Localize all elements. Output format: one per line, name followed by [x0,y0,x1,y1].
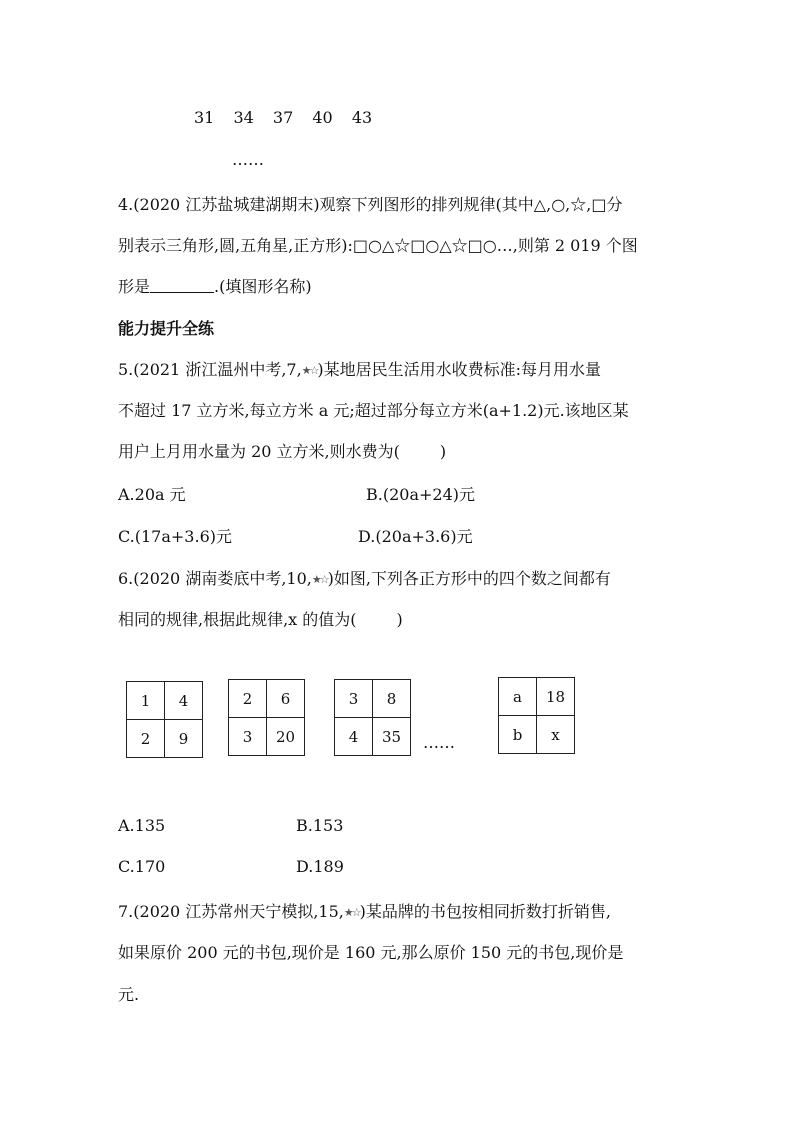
q4-line-3 [118,274,312,297]
q5-line-1 [118,357,601,380]
number-grid [228,679,305,756]
grid-cell: 1 [127,682,165,720]
q4-line-3-suffix: .(填图形名称) [214,277,312,296]
difficulty-stars-icon: ★☆ [301,364,318,377]
q4-line-3-prefix: 形是 [118,277,151,296]
q7-line-1 [118,899,611,922]
q6-line-2 [118,607,403,630]
q6-line-2-text: 相同的规律,根据此规律,x 的值为( [118,610,357,629]
q6-option-d: D.189 [296,857,344,876]
q6-line-1 [118,566,611,589]
q5-option-c: C.(17a+3.6)元 [118,527,232,546]
grid-cell: 3 [229,718,267,756]
q4-line-2: 别表示三角形,圆,五角星,正方形):□○△☆□○△☆□○…,则第 2 019 个图 [118,236,638,255]
grid-cell: 4 [165,682,203,720]
number-grid [498,677,575,754]
q7-line-2: 如果原价 200 元的书包,现价是 160 元,那么原价 150 元的书包,现价是 [118,943,624,962]
q6-line-2-close: ) [396,610,403,629]
sequence-ellipsis: …… [232,150,264,169]
q5-line-1-start: 5.(2021 浙江温州中考,7, [118,360,302,379]
number-sequence [194,108,386,127]
grid-cell: 3 [335,680,373,718]
sequence-item: 37 [272,108,294,127]
grid-cell: 18 [537,678,575,716]
grid-cell: 6 [267,680,305,718]
q7-line-1-start: 7.(2020 江苏常州天宁模拟,15, [118,902,344,921]
q5-option-a: A.20a 元 [118,485,186,504]
q6-line-1-end: )如图,下列各正方形中的四个数之间都有 [327,569,611,588]
q6-option-c: C.170 [118,857,166,876]
number-grid [126,681,203,758]
grid-cell: 35 [373,718,411,756]
grid-cell: 8 [373,680,411,718]
grid-cell: b [499,716,537,754]
sequence-item: 43 [351,108,373,127]
q6-option-a: A.135 [118,816,166,835]
q5-line-2: 不超过 17 立方米,每立方米 a 元;超过部分每立方米(a+1.2)元.该地区某 [118,401,629,420]
q7-line-3: 元. [118,985,140,1004]
number-grid [334,679,411,756]
difficulty-stars-icon: ★☆ [311,573,328,586]
grid-cell: a [499,678,537,716]
grid-cell: 9 [165,720,203,758]
grid-cell: x [537,716,575,754]
q6-line-1-start: 6.(2020 湖南娄底中考,10, [118,569,312,588]
sequence-item: 40 [312,108,333,127]
section-heading: 能力提升全练 [118,319,215,338]
grid-cell: 2 [127,720,165,758]
sequence-item: 31 [194,108,215,127]
q7-line-1-end: )某品牌的书包按相同折数打折销售, [359,902,611,921]
q5-line-1-end: )某地居民生活用水收费标准:每月用水量 [317,360,602,379]
grid-cell: 4 [335,718,373,756]
q5-line-3-text: 用户上月用水量为 20 立方米,则水费为( [118,442,400,461]
q4-line-1: 4.(2020 江苏盐城建湖期末)观察下列图形的排列规律(其中△,○,☆,□分 [118,195,623,214]
q5-option-d: D.(20a+3.6)元 [358,527,473,546]
answer-blank[interactable] [150,278,214,293]
q5-option-b: B.(20a+24)元 [366,485,475,504]
q5-line-3-close: ) [439,442,447,461]
sequence-item: 34 [233,108,254,127]
q5-line-3 [118,439,446,462]
q6-option-b: B.153 [296,816,344,835]
difficulty-stars-icon: ★☆ [343,906,360,919]
grid-cell: 2 [229,680,267,718]
grid-cell: 20 [267,718,305,756]
grid-ellipsis: …… [423,733,455,752]
